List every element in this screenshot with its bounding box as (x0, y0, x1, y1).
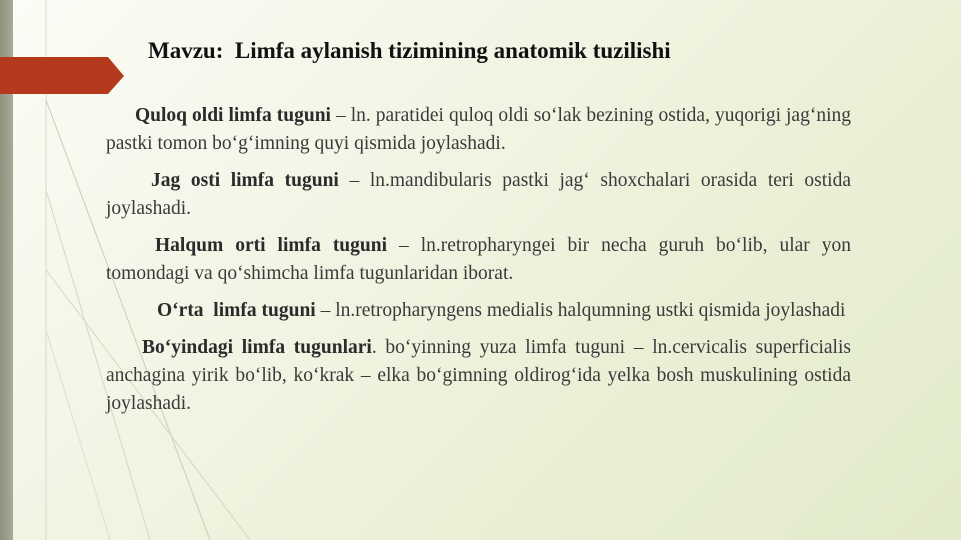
term-halqum-orti: Halqum orti limfa tuguni (155, 235, 388, 256)
text-quloq-oldi: – ln. paratidei quloq oldi so‘lak bezining ostida, yuqorigi jag‘ning pastki tomon bo‘g‘imning quyi qismida joylashadi. (106, 105, 851, 154)
slide-title: Mavzu: Limfa aylanish tizimining anatomik tuzilishi (148, 38, 671, 63)
term-jag-osti: Jag osti limfa tuguni (151, 170, 339, 191)
term-orta: O‘rta limfa tuguni (157, 300, 316, 321)
red-arrow-banner (0, 57, 124, 94)
text-boyindagi: . bo‘yinning yuza limfa tuguni – ln.cervicalis superficialis anchagina yirik bo‘lib, ko‘krak – elka bo‘gimning oldirog‘ida yelka bosh muskulining ostida joylashadi. (106, 337, 851, 414)
paragraph-halqum-orti (106, 232, 851, 288)
paragraph-quloq-oldi (106, 102, 851, 158)
deco-line-5 (46, 330, 110, 540)
term-boyindagi: Bo‘yindagi limfa tugunlari (142, 337, 372, 358)
slide-content (106, 102, 851, 427)
text-orta: – ln.retropharyngens medialis halqumning ustki qismida joylashadi (315, 300, 846, 321)
term-quloq-oldi: Quloq oldi limfa tuguni (135, 105, 331, 126)
paragraph-boyindagi (106, 334, 851, 418)
text-jag-osti: – ln.mandibularis pastki jag‘ shoxchalari orasida teri ostida joylashadi. (106, 170, 851, 219)
paragraph-orta (106, 297, 851, 325)
paragraph-jag-osti (106, 167, 851, 223)
text-halqum-orti: – ln.retropharyngei bir necha guruh bo‘lib, ular yon tomondagi va qo‘shimcha limfa tugunlaridan iborat. (106, 235, 851, 284)
